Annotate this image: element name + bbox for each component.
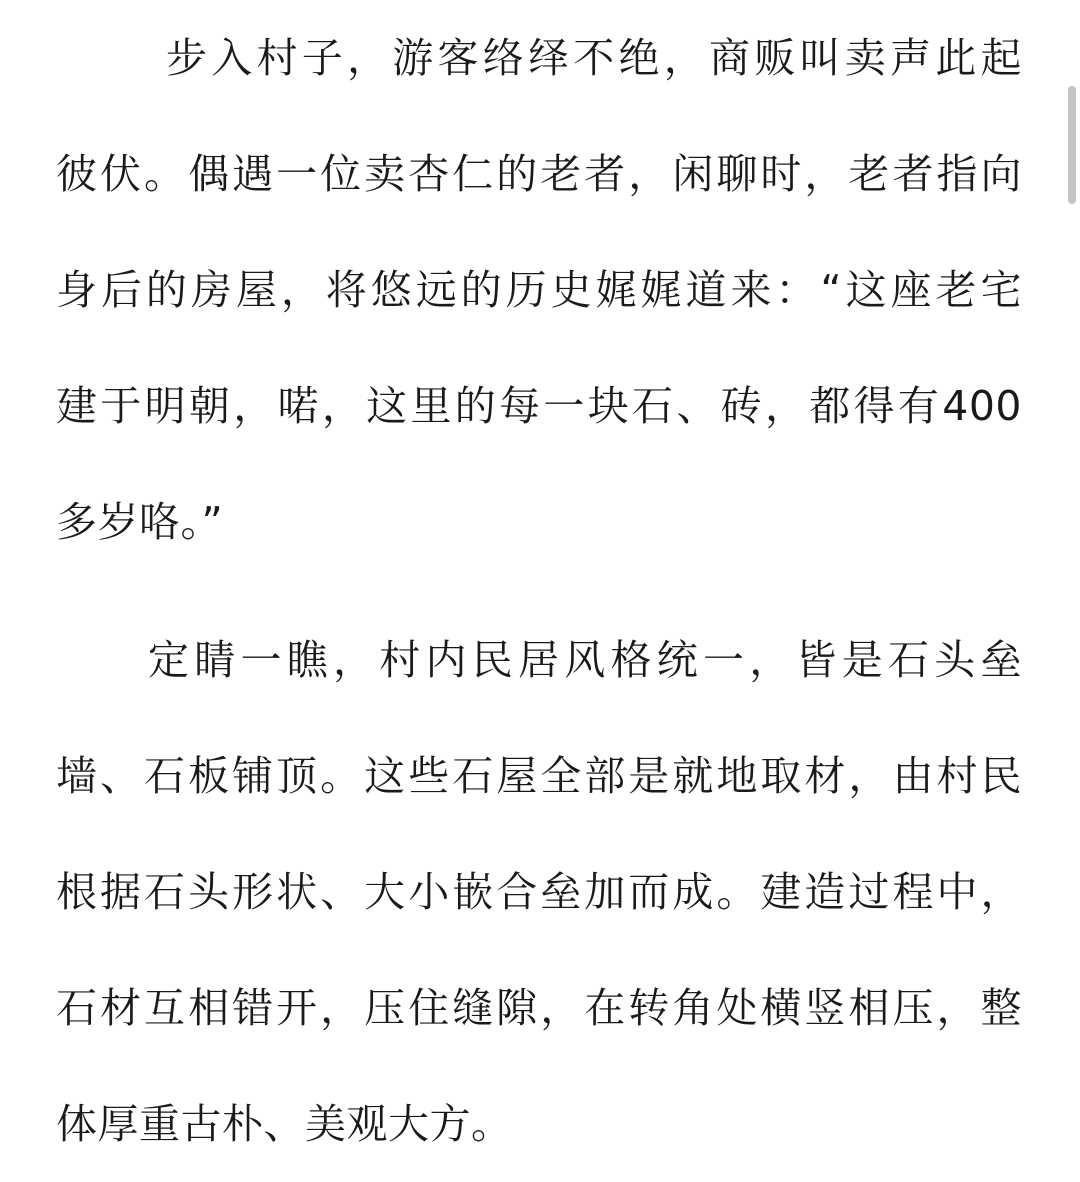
article-body <box>56 0 1022 1182</box>
text-line: 墙、石板铺顶。这些石屋全部是就地取材，由村民 <box>56 752 1022 800</box>
paragraph-2 <box>56 602 1022 1182</box>
text-line: 多岁咯。” <box>56 498 224 546</box>
text-line: 定睛一瞧，村内民居风格统一，皆是石头垒 <box>148 636 1022 684</box>
text-line: 石材互相错开，压住缝隙，在转角处横竖相压，整 <box>56 984 1022 1032</box>
scrollbar-thumb[interactable] <box>1068 86 1076 204</box>
paragraph-1 <box>56 0 1022 580</box>
text-line: 身后的房屋，将悠远的历史娓娓道来：“这座老宅 <box>56 266 1022 314</box>
text-line: 根据石头形状、大小嵌合垒加而成。建造过程中， <box>56 868 1022 916</box>
text-line: 建于明朝，喏，这里的每一块石、砖，都得有400 <box>56 382 1022 430</box>
text-line: 体厚重古朴、美观大方。 <box>56 1100 513 1148</box>
text-line: 彼伏。偶遇一位卖杏仁的老者，闲聊时，老者指向 <box>56 150 1022 198</box>
paragraph-gap <box>56 580 1022 602</box>
text-line: 步入村子，游客络绎不绝，商贩叫卖声此起 <box>166 34 1022 82</box>
